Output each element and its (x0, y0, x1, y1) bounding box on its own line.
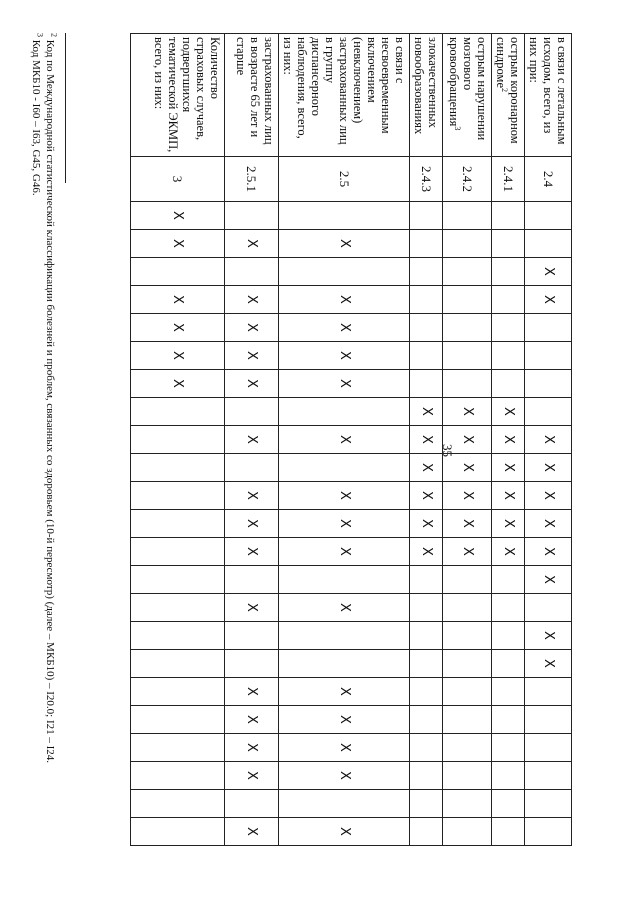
table-cell: Х (225, 342, 279, 370)
table-cell (410, 314, 443, 342)
table-cell (492, 622, 525, 650)
table-cell (443, 622, 492, 650)
table-cell (525, 678, 572, 706)
table-cell: Х (225, 510, 279, 538)
table-cell (225, 566, 279, 594)
table-cell: Х (225, 370, 279, 398)
table-cell (279, 566, 410, 594)
table-cell: Х (443, 538, 492, 566)
row-code: 2.5.1 (225, 157, 279, 202)
row-code: 3 (131, 157, 225, 202)
table-cell: Х (225, 314, 279, 342)
table-cell (131, 790, 225, 818)
table-cell: Х (525, 510, 572, 538)
table-cell (410, 734, 443, 762)
table-cell (492, 706, 525, 734)
table-cell (410, 594, 443, 622)
footnote-separator (65, 33, 66, 183)
table-cell: Х (279, 818, 410, 846)
table-cell (279, 790, 410, 818)
table-cell (279, 454, 410, 482)
table-cell (279, 258, 410, 286)
table-cell (131, 426, 225, 454)
table-cell (131, 734, 225, 762)
table-cell (279, 650, 410, 678)
table-cell (492, 202, 525, 230)
table-cell: Х (525, 454, 572, 482)
table-cell (525, 706, 572, 734)
table-cell (131, 538, 225, 566)
table-cell (525, 342, 572, 370)
table-cell: Х (410, 398, 443, 426)
table-cell (410, 342, 443, 370)
table-cell: Х (279, 314, 410, 342)
table-cell: Х (279, 342, 410, 370)
table-cell (443, 762, 492, 790)
table-cell: Х (443, 482, 492, 510)
table-cell: Х (410, 482, 443, 510)
table-cell (443, 734, 492, 762)
table-cell (492, 370, 525, 398)
table-cell (492, 566, 525, 594)
table-cell (525, 370, 572, 398)
row-label: злокачественных новообразованиях (410, 34, 443, 157)
row-code: 2.4.3 (410, 157, 443, 202)
table-cell (410, 622, 443, 650)
table-cell: Х (279, 678, 410, 706)
table-cell: Х (525, 286, 572, 314)
table-cell (443, 818, 492, 846)
table-cell: Х (131, 230, 225, 258)
row-code: 2.4 (525, 157, 572, 202)
table-row (131, 34, 225, 846)
table-cell: Х (279, 510, 410, 538)
table-cell (492, 650, 525, 678)
table-cell (492, 314, 525, 342)
table-cell: Х (225, 286, 279, 314)
table-cell: Х (279, 370, 410, 398)
table-cell: Х (525, 426, 572, 454)
table-cell (225, 398, 279, 426)
table-cell (492, 230, 525, 258)
footnote: $^2$ Код по Международной статистической классификации болезней и проблем, связанных со здоровьем (10-й пересмотр) (далее – МКБ10) – I20.0; I21 – I24. (44, 33, 59, 764)
table-cell (225, 790, 279, 818)
table-cell (131, 510, 225, 538)
table-cell: Х (492, 454, 525, 482)
table-cell: Х (279, 286, 410, 314)
row-code: 2.4.1 (492, 157, 525, 202)
table-cell: Х (443, 454, 492, 482)
table-cell: Х (410, 426, 443, 454)
table-cell (410, 370, 443, 398)
table-cell: Х (492, 426, 525, 454)
table-cell (410, 286, 443, 314)
table-cell: Х (131, 314, 225, 342)
table-cell (443, 230, 492, 258)
table-cell: Х (525, 622, 572, 650)
table-cell (492, 762, 525, 790)
table-cell (225, 202, 279, 230)
table-cell: Х (225, 734, 279, 762)
row-code: 2.5 (279, 157, 410, 202)
table-cell (525, 734, 572, 762)
table-cell: Х (279, 426, 410, 454)
table-cell (492, 790, 525, 818)
table-cell: Х (492, 538, 525, 566)
table-cell (225, 258, 279, 286)
table-cell: Х (410, 510, 443, 538)
table-cell (131, 258, 225, 286)
table-cell: Х (225, 818, 279, 846)
table-cell (410, 202, 443, 230)
table-cell (410, 678, 443, 706)
table-cell (492, 286, 525, 314)
table-cell (443, 202, 492, 230)
table-cell (131, 650, 225, 678)
table-cell (410, 650, 443, 678)
table-cell: Х (279, 538, 410, 566)
table-cell: Х (225, 762, 279, 790)
table-cell: Х (492, 398, 525, 426)
table-cell (131, 762, 225, 790)
table-cell: Х (279, 734, 410, 762)
table-cell (525, 790, 572, 818)
table-cell: Х (225, 706, 279, 734)
table-cell (410, 566, 443, 594)
table-cell (131, 398, 225, 426)
table-cell: Х (131, 202, 225, 230)
table-cell: Х (225, 594, 279, 622)
table-cell (492, 258, 525, 286)
table-cell (492, 734, 525, 762)
table-cell: Х (279, 594, 410, 622)
table-cell (131, 594, 225, 622)
table-cell (225, 650, 279, 678)
table-cell: Х (443, 398, 492, 426)
table-cell: Х (225, 482, 279, 510)
table-cell (443, 314, 492, 342)
table-cell (492, 342, 525, 370)
table-cell: Х (131, 286, 225, 314)
table-cell (279, 202, 410, 230)
table-cell: Х (525, 482, 572, 510)
table-cell: Х (131, 370, 225, 398)
footnote: $^3$ Код МКБ10 - I60 – I63, G45, G46. (30, 33, 45, 196)
table-cell: Х (525, 566, 572, 594)
table-cell (410, 258, 443, 286)
table-cell: Х (225, 538, 279, 566)
table-cell: Х (225, 426, 279, 454)
page-number: 35 (440, 444, 455, 457)
table-cell (131, 678, 225, 706)
table-cell: Х (443, 510, 492, 538)
table-cell: Х (131, 342, 225, 370)
table-cell (443, 594, 492, 622)
table-cell: Х (279, 762, 410, 790)
data-table (130, 33, 572, 846)
table-cell: Х (279, 482, 410, 510)
table-cell (443, 678, 492, 706)
table-cell: Х (492, 482, 525, 510)
row-label: острым нарушении мозгового кровообращения$^3$ (443, 34, 492, 157)
table-cell (410, 762, 443, 790)
table-cell (443, 286, 492, 314)
table-cell (525, 398, 572, 426)
row-code: 2.4.2 (443, 157, 492, 202)
table-cell (492, 678, 525, 706)
table-row (492, 34, 525, 846)
table-cell: Х (225, 230, 279, 258)
table-cell: Х (410, 538, 443, 566)
table-cell: Х (525, 538, 572, 566)
row-label: Количество страховых случаев, подвергшихся тематической ЭКМП, всего, из них: (131, 34, 225, 157)
table-row (410, 34, 443, 846)
table-row (279, 34, 410, 846)
table-cell (443, 650, 492, 678)
table-cell (443, 342, 492, 370)
table-cell (279, 622, 410, 650)
table-cell (443, 258, 492, 286)
table-cell: Х (525, 258, 572, 286)
table-cell: Х (443, 426, 492, 454)
table-cell (131, 706, 225, 734)
table-cell (410, 706, 443, 734)
table-row (443, 34, 492, 846)
row-label: в связи с несвоевременным включением (невключением) застрахованных лиц в группу диспансерного наблюдения, всего, из них: (279, 34, 410, 157)
table-cell (443, 706, 492, 734)
table-cell: Х (525, 650, 572, 678)
table-cell (410, 790, 443, 818)
table-cell (443, 790, 492, 818)
table-cell: Х (279, 706, 410, 734)
table-cell (525, 818, 572, 846)
table-cell (492, 818, 525, 846)
table-cell (443, 566, 492, 594)
table-cell (492, 594, 525, 622)
table-cell (525, 314, 572, 342)
table-cell (525, 594, 572, 622)
table-row (525, 34, 572, 846)
table-cell (225, 622, 279, 650)
table-cell: Х (225, 678, 279, 706)
table-cell (525, 230, 572, 258)
table-cell: Х (279, 230, 410, 258)
table-cell (443, 370, 492, 398)
table-cell (410, 818, 443, 846)
table-row (225, 34, 279, 846)
table-cell (225, 454, 279, 482)
table-cell (131, 622, 225, 650)
table-cell (525, 202, 572, 230)
row-label: застрахованных лиц в возрасте 65 лет и старше (225, 34, 279, 157)
table-cell: Х (410, 454, 443, 482)
table-cell (131, 818, 225, 846)
table-cell (279, 398, 410, 426)
table-cell: Х (492, 510, 525, 538)
table-cell (131, 566, 225, 594)
table-cell (131, 454, 225, 482)
table-cell (410, 230, 443, 258)
row-label: острым коронарном синдроме$^2$ (492, 34, 525, 157)
table-cell (131, 482, 225, 510)
row-label: в связи с летальным исходом, всего, из них при: (525, 34, 572, 157)
table-cell (525, 762, 572, 790)
